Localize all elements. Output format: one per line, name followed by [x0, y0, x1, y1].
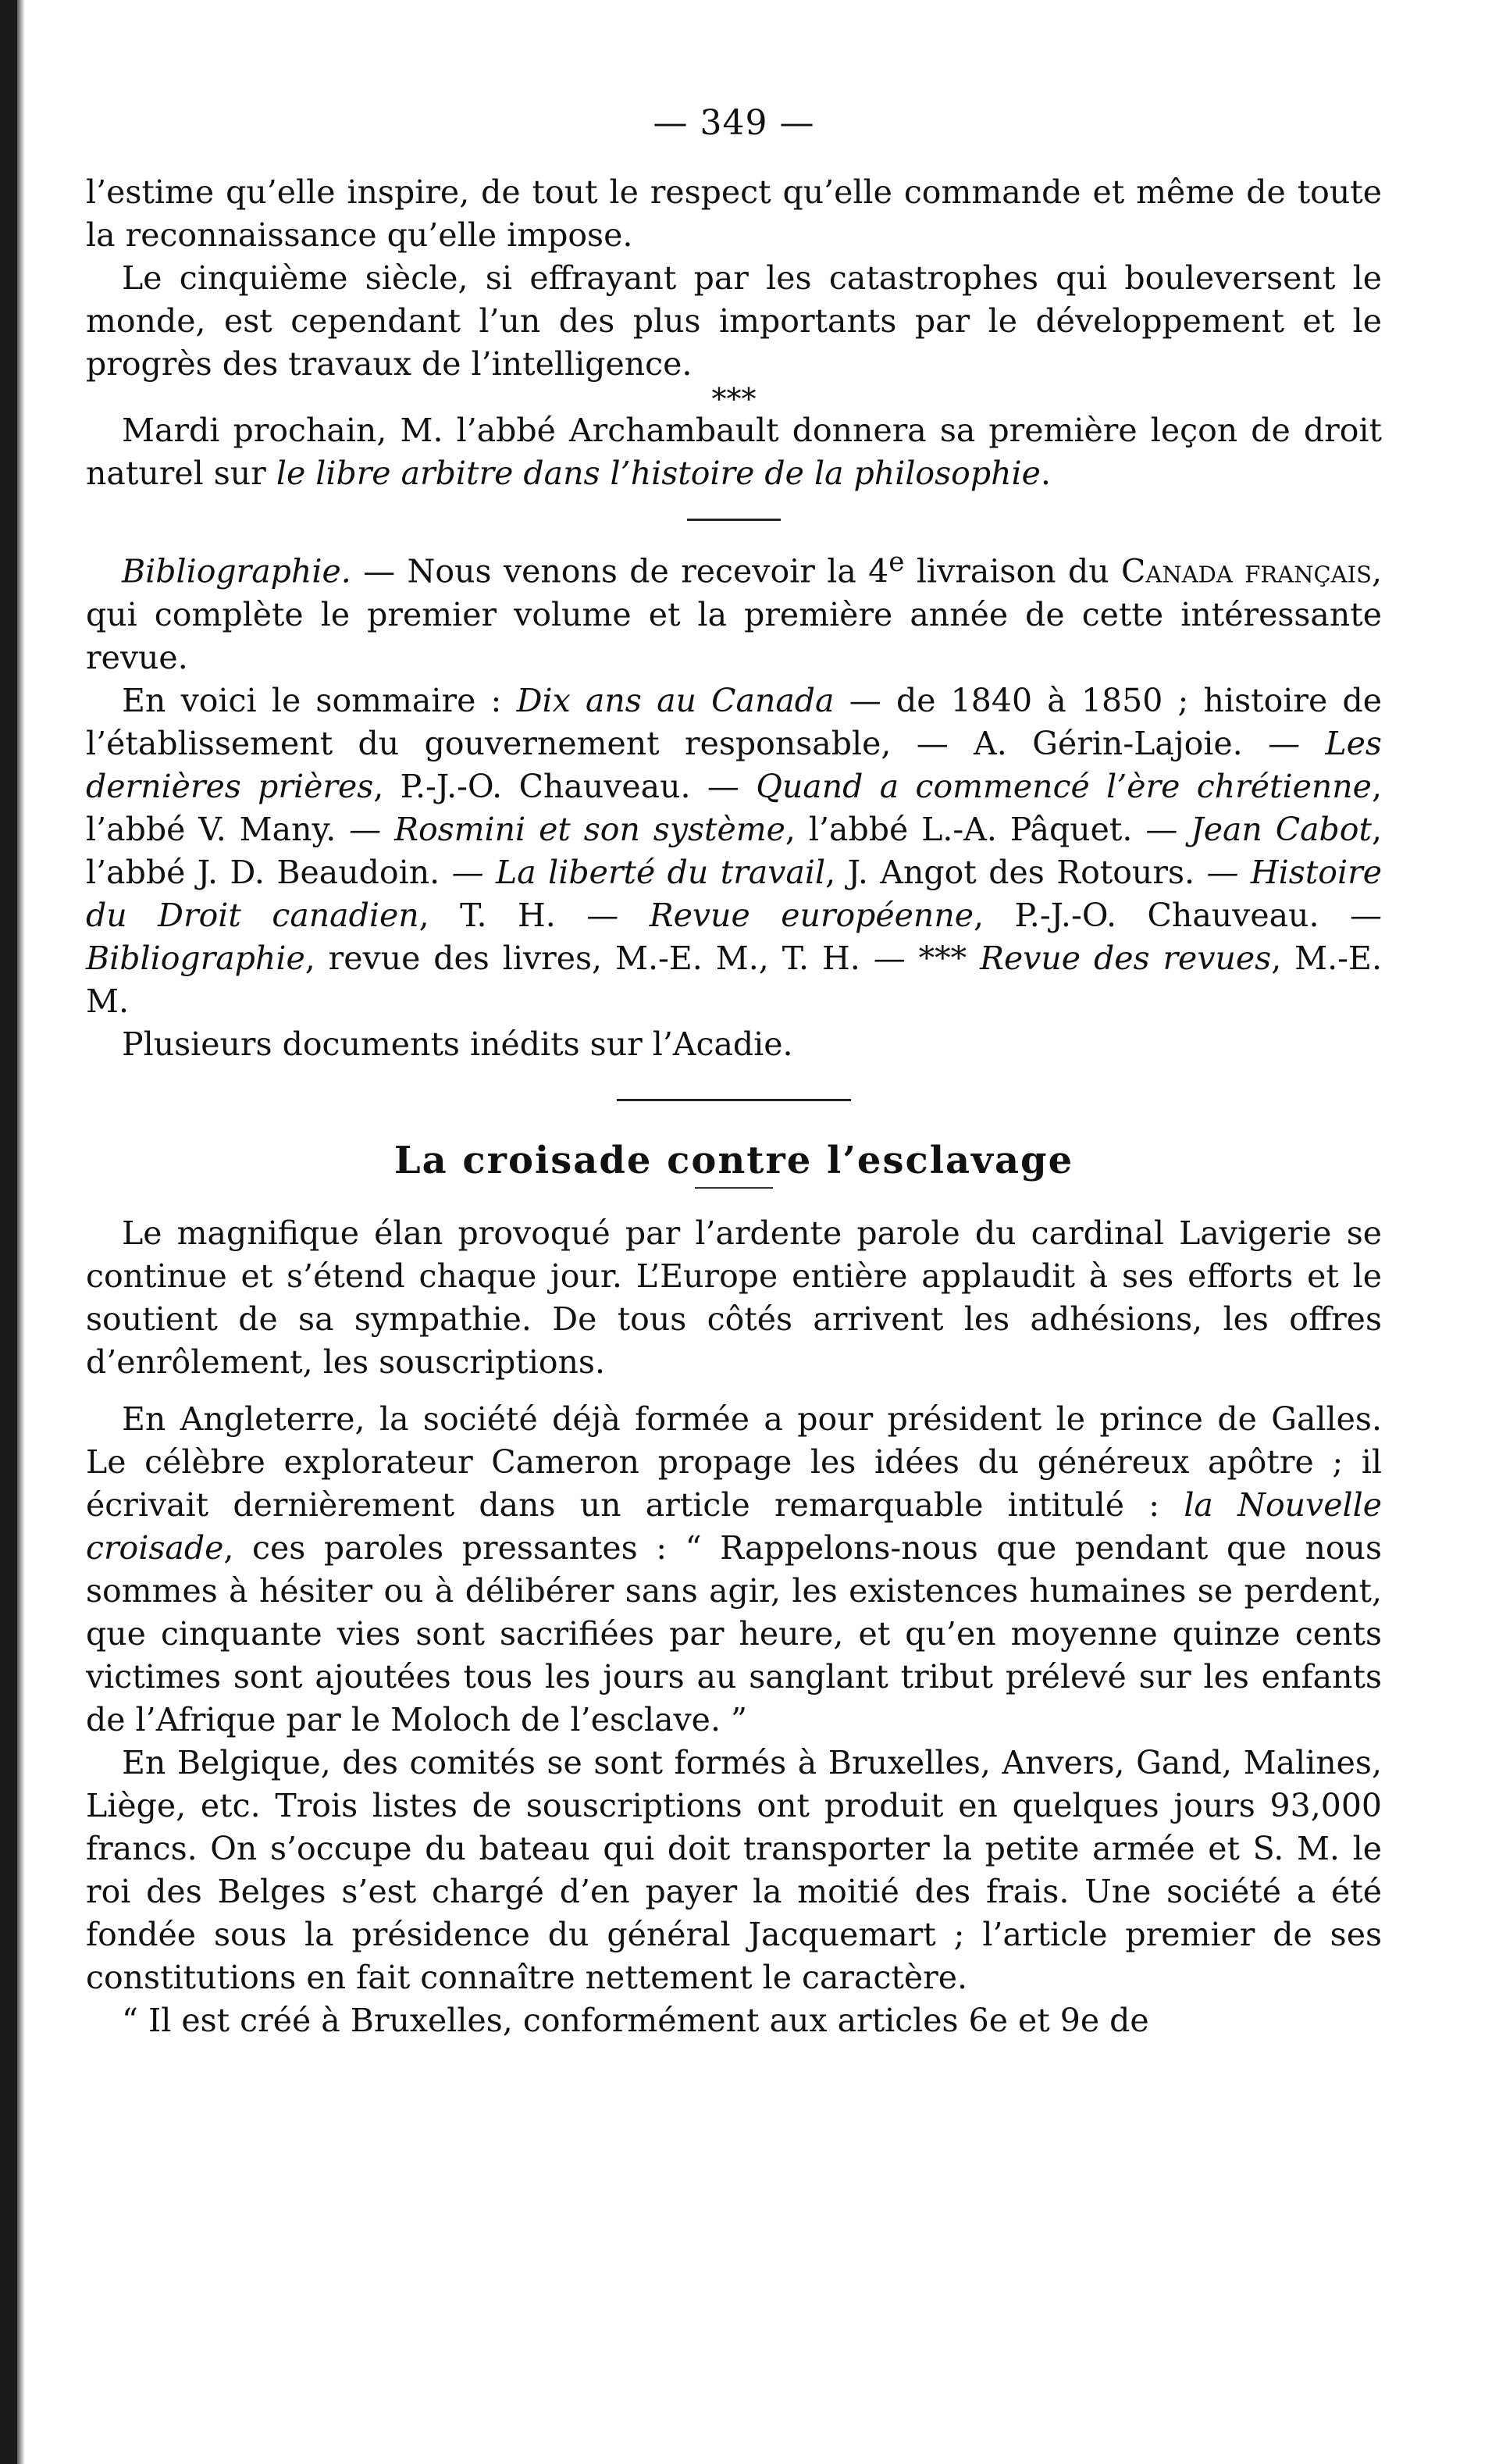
summary-entry-title: — Quand a commencé l’ère chrétienne	[707, 767, 1372, 805]
summary-entry-title: — Les dernières prières	[86, 724, 1382, 805]
lecture-notice-text: Mardi prochain, M. l’abbé Archambault donnera sa première leçon de droit naturel sur	[86, 412, 1382, 492]
summary-entry-title: — Jean Cabot	[1145, 810, 1372, 848]
summary-intro: En voici le sommaire :	[122, 681, 517, 719]
asterism-separator: ***	[711, 382, 757, 416]
lecture-notice	[86, 409, 1382, 495]
summary-paragraph	[86, 679, 1382, 1023]
fifth-century-paragraph: Le cinquième siècle, si effrayant par les catastrophes qui bouleversent le monde, est cependant l’un des plus importants par le développement et le progrès des travaux de l’intelligence.	[86, 259, 1382, 383]
section-divider-long	[617, 1099, 851, 1101]
summary-entry-rest: , J. Angot des Rotours.	[825, 853, 1195, 891]
summary-entry-title: — Histoire du Droit canadien	[86, 853, 1382, 934]
statute-paragraph: “ Il est créé à Bruxelles, conformément aux articles 6e et 9e de	[122, 2001, 1149, 2039]
summary-entry-rest: , revue des livres, M.-E. M., T. H.	[304, 939, 860, 977]
bibliography-text-after: , qui complète le premier volume et la première année de cette intéressante revue.	[86, 552, 1382, 676]
continuation-paragraph: l’estime qu’elle inspire, de tout le respect qu’elle commande et même de toute la reconnaissance qu’elle impose.	[86, 173, 1382, 254]
summary-entry-rest: , l’abbé J. D. Beaudoin.	[86, 810, 1382, 891]
lecture-end: .	[1040, 455, 1051, 492]
summary-entry-rest: , M.-E. M.	[86, 939, 1382, 1020]
bibliography-label: Bibliographie.	[122, 552, 351, 590]
bibliography-text-mid: livraison du	[904, 552, 1121, 590]
summary-entry-rest: , l’abbé L.-A. Pâquet.	[785, 810, 1133, 848]
lecture-topic: le libre arbitre dans l’histoire de la philosophie	[276, 455, 1041, 492]
summary-entry-rest: , T. H.	[418, 896, 556, 934]
summary-entry-rest: , l’abbé V. Many.	[86, 767, 1382, 848]
england-text: En Angleterre, la société déjà formée a pour président le prince de Galles. Le célèbre explorateur Cameron propage les idées du généreux apôtre ; il écrivait dernièrement dans un article remarquable intitulé :	[86, 1400, 1382, 1524]
bibliography-paragraph	[86, 541, 1382, 679]
belgium-paragraph: En Belgique, des comités se sont formés à Bruxelles, Anvers, Gand, Malines, Liège, etc. Trois listes de souscriptions ont produit en quelques jours 93,000 francs. On s’occupe du bateau qui doit transporter la petite armée et S. M. le roi des Belges s’est chargé d’en payer la moitié des frais. Une société a été fondée sous la présidence du général Jacquemart ; l’article premier de ses constitutions en fait connaître nettement le caractère.	[86, 1743, 1382, 1996]
paragraph-gap	[86, 1384, 1382, 1398]
section-title: La croisade contre l’esclavage	[393, 1138, 1074, 1182]
section-divider	[687, 519, 781, 521]
page-binding-edge	[0, 0, 17, 2464]
summary-entry-title: — La liberté du travail	[451, 853, 826, 891]
crusade-paragraph: Le magnifique élan provoqué par l’ardente parole du cardinal Lavigerie se continue et s’étend chaque jour. L’Europe entière applaudit à ses efforts et le soutient de sa sympathie. De tous côtés arrivent les adhésions, les offres d’enrôlement, les souscriptions.	[86, 1214, 1382, 1381]
page-number: — 349 —	[653, 103, 815, 143]
cameron-quote: , ces paroles pressantes : “ Rappelons-nous que pendant que nous sommes à hésiter ou à délibérer sans agir, les existences humaines se perdent, que cinquante vies sont sacrifiées par heure, et qu’en moyenne quinze cents victimes sont ajoutées tous les jours au sanglant tribut prélevé sur les enfants de l’Afrique par le Moloch de l’esclave. ”	[86, 1528, 1382, 1738]
summary-entry-rest: , P.-J.-O. Chauveau.	[373, 767, 691, 805]
summary-entry-rest: , P.-J.-O. Chauveau.	[974, 896, 1319, 934]
summary-entry-title: — Bibliographie	[86, 896, 1382, 977]
bibliography-superscript: e	[888, 547, 905, 578]
bibliography-text-before: Nous venons de recevoir la 4	[407, 552, 889, 590]
bibliography-dash: —	[351, 552, 408, 590]
journal-name: Canada français	[1121, 552, 1372, 590]
summary-entry-title: — *** Revue des revues	[873, 939, 1272, 977]
summary-entry-title: — Rosmini et son système	[349, 810, 785, 848]
title-underline	[695, 1187, 773, 1189]
article-title: la Nouvelle croisade	[86, 1485, 1382, 1567]
summary-entry-title: — Revue européenne	[586, 896, 974, 934]
england-paragraph	[86, 1398, 1382, 1742]
page-binding-shadow	[17, 0, 25, 2464]
document-page	[86, 102, 1382, 2042]
summary-entry-title: Dix ans au Canada	[516, 681, 835, 719]
summary-closing: Plusieurs documents inédits sur l’Acadie.	[122, 1025, 793, 1063]
summary-entry-rest: — de 1840 à 1850 ; histoire de l’établissement du gouvernement responsable, — A. Gérin-Lajoie.	[86, 681, 1382, 762]
